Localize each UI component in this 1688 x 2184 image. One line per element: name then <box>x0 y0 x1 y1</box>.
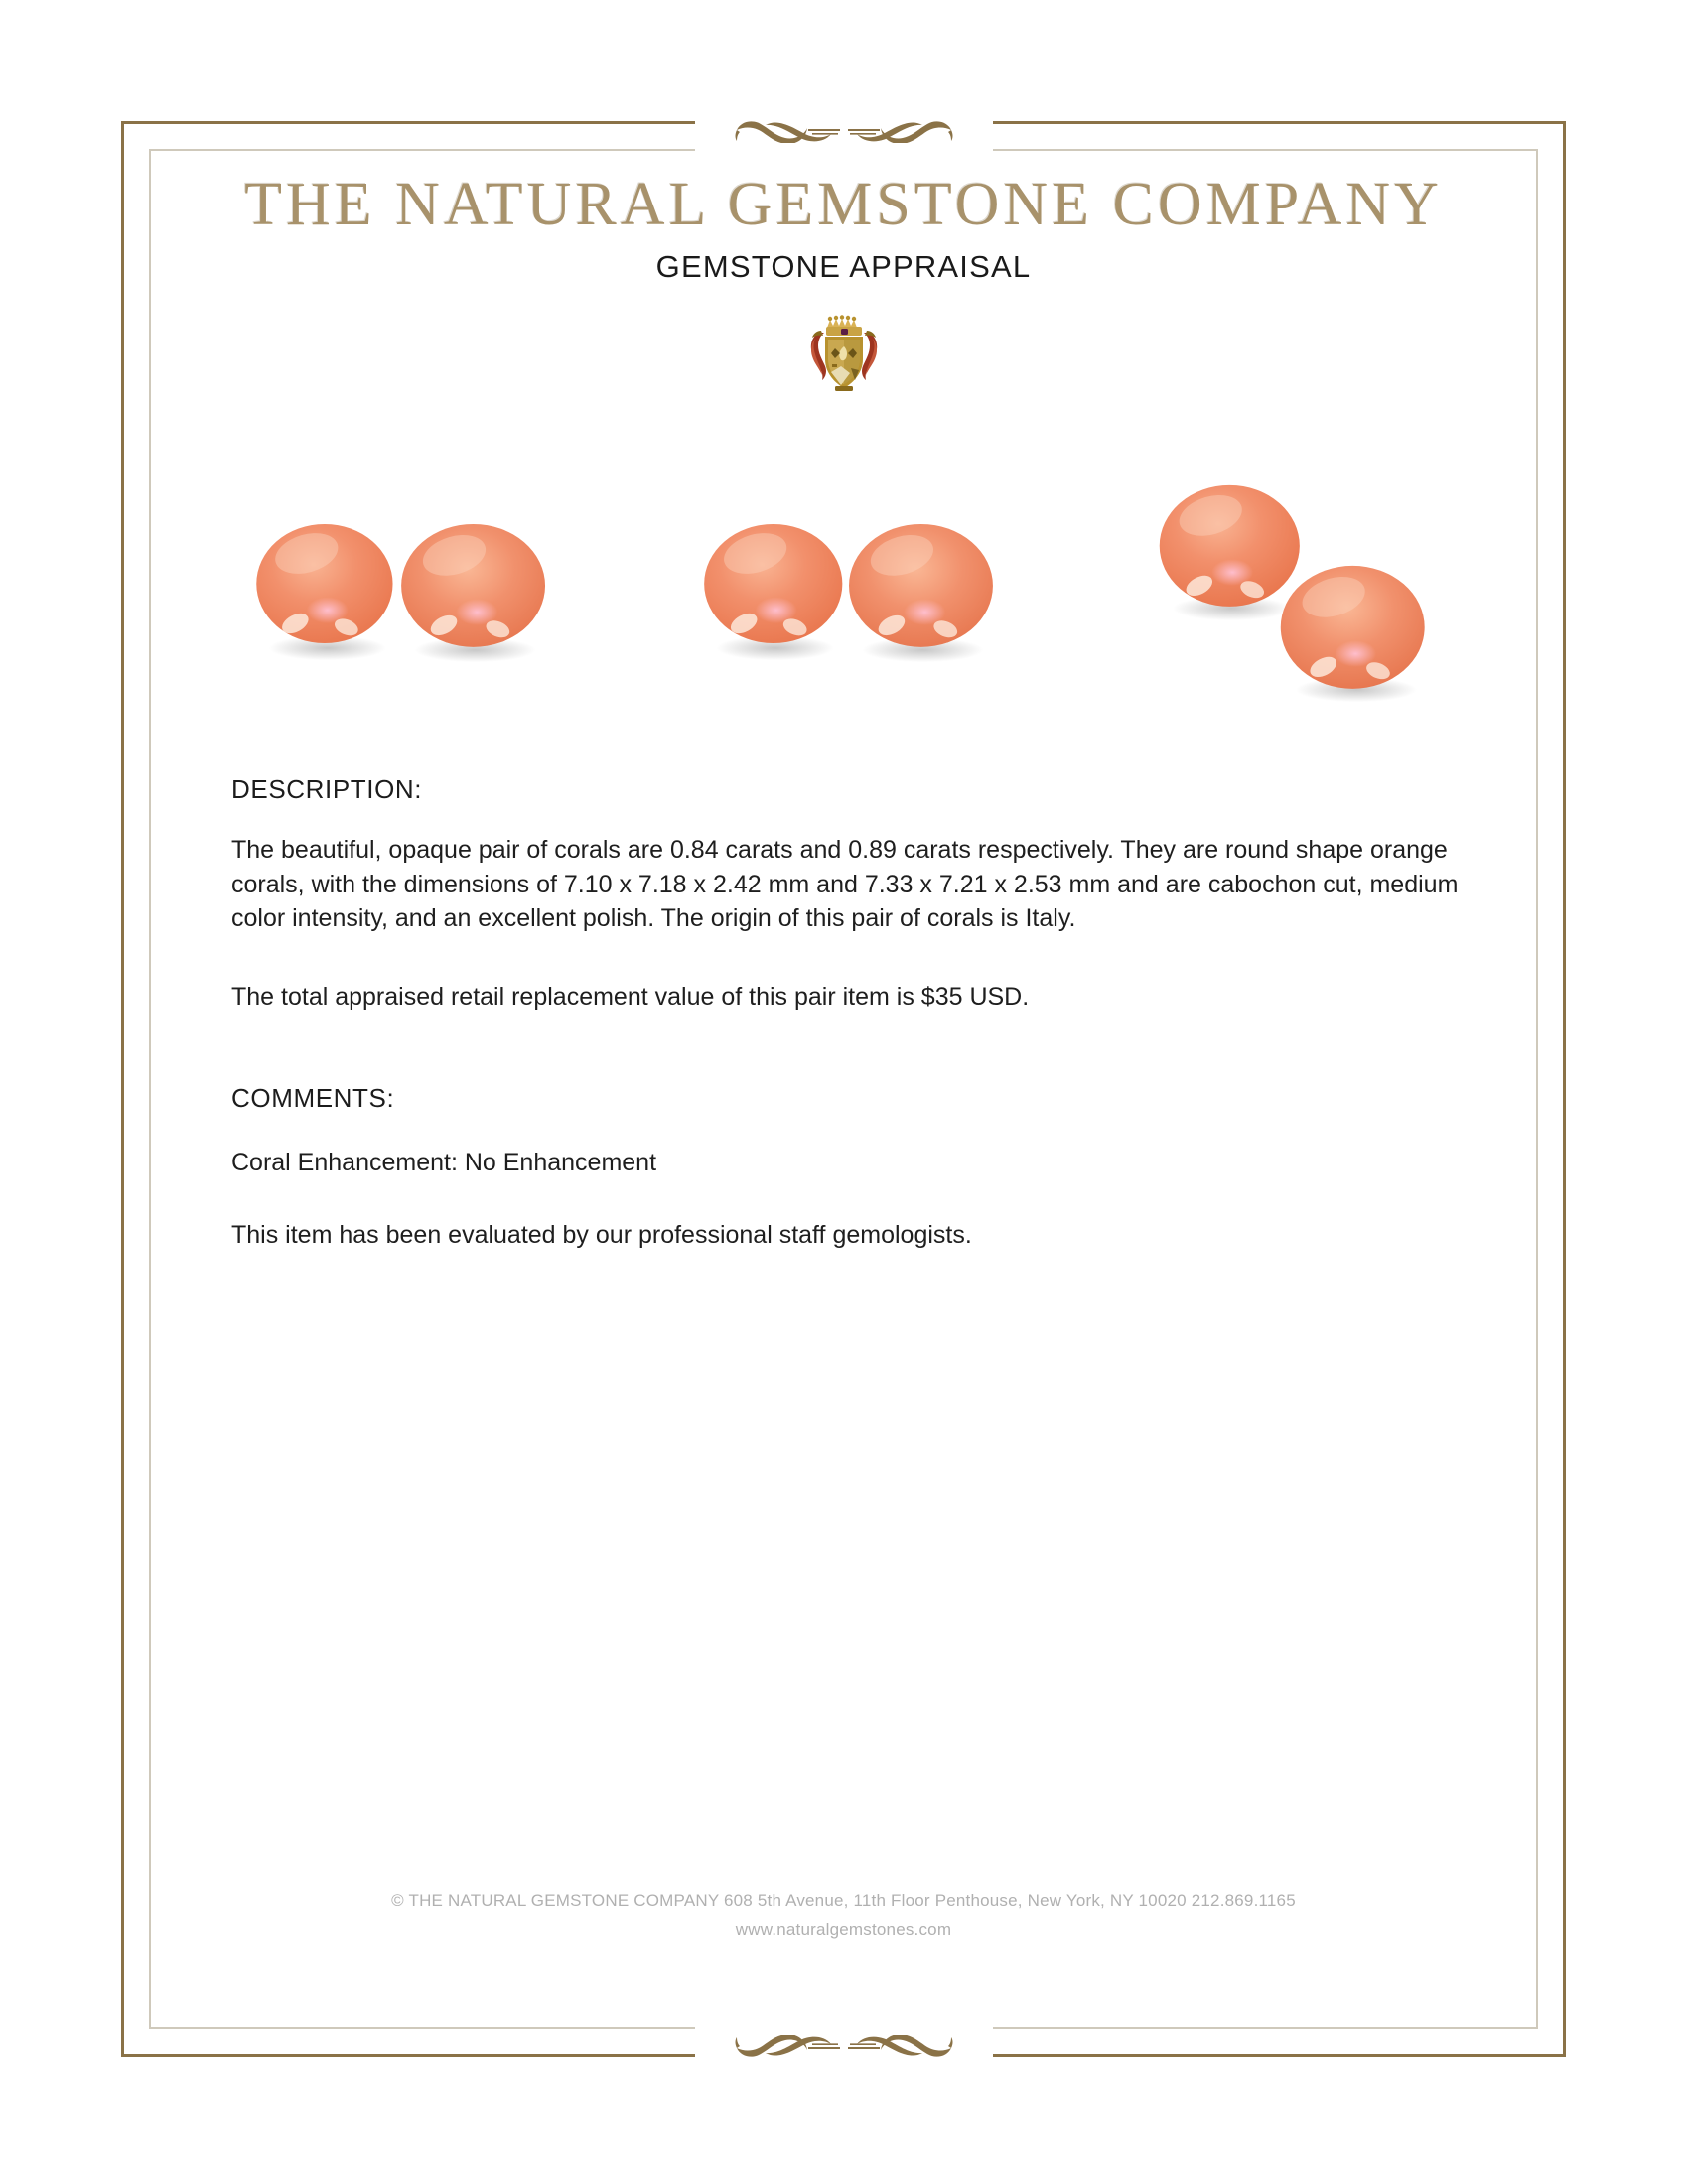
certificate-header <box>124 171 1563 392</box>
footer-address-line: © THE NATURAL GEMSTONE COMPANY 608 5th Avenue, 11th Floor Penthouse, New York, NY 10020 212.869.1165 <box>391 1890 1296 1910</box>
company-title: THE NATURAL GEMSTONE COMPANY <box>244 171 1443 238</box>
gem-photo-2[interactable] <box>626 442 1066 726</box>
evaluated-by-line: This item has been evaluated by our professional staff gemologists. <box>231 1220 972 1249</box>
scroll-flourish-ornament-icon <box>730 103 958 143</box>
scroll-flourish-ornament-icon <box>730 2035 958 2075</box>
appraisal-body <box>231 774 1463 1252</box>
comments-heading: COMMENTS: <box>231 1083 395 1113</box>
coral-enhancement-line: Coral Enhancement: No Enhancement <box>231 1149 657 1176</box>
gem-photo-strip <box>180 442 1513 726</box>
description-paragraph: The beautiful, opaque pair of corals are 0.84 carats and 0.89 carats respectively. They are round shape orange corals, with the dimensions of 7.10 x 7.18 x 2.42 mm and 7.33 x 7.21 x 2.53 mm and are cabochon cut, medium color intensity, and an excellent polish. The origin of this pair of corals is Italy. <box>231 836 1459 932</box>
top-ornament-band <box>124 95 1563 151</box>
gem-photo-3[interactable] <box>1072 442 1513 726</box>
coral-pair-front-view-image <box>180 442 621 726</box>
gem-photo-1[interactable] <box>180 442 621 726</box>
bottom-ornament-band <box>124 2027 1563 2083</box>
description-heading: DESCRIPTION: <box>231 774 423 804</box>
heraldic-crest-logo-icon <box>801 311 887 392</box>
certificate-frame <box>121 121 1566 2057</box>
certificate-footer <box>124 1886 1563 1946</box>
document-subtitle: GEMSTONE APPRAISAL <box>655 249 1032 284</box>
crest-logo-wrap <box>124 311 1563 392</box>
appraised-value-statement: The total appraised retail replacement value of this pair item is $35 USD. <box>231 982 1030 1011</box>
coral-pair-angled-view-image <box>1072 442 1513 726</box>
footer-website-link[interactable]: www.naturalgemstones.com <box>735 1920 952 1940</box>
coral-pair-front-view-image <box>626 442 1066 726</box>
